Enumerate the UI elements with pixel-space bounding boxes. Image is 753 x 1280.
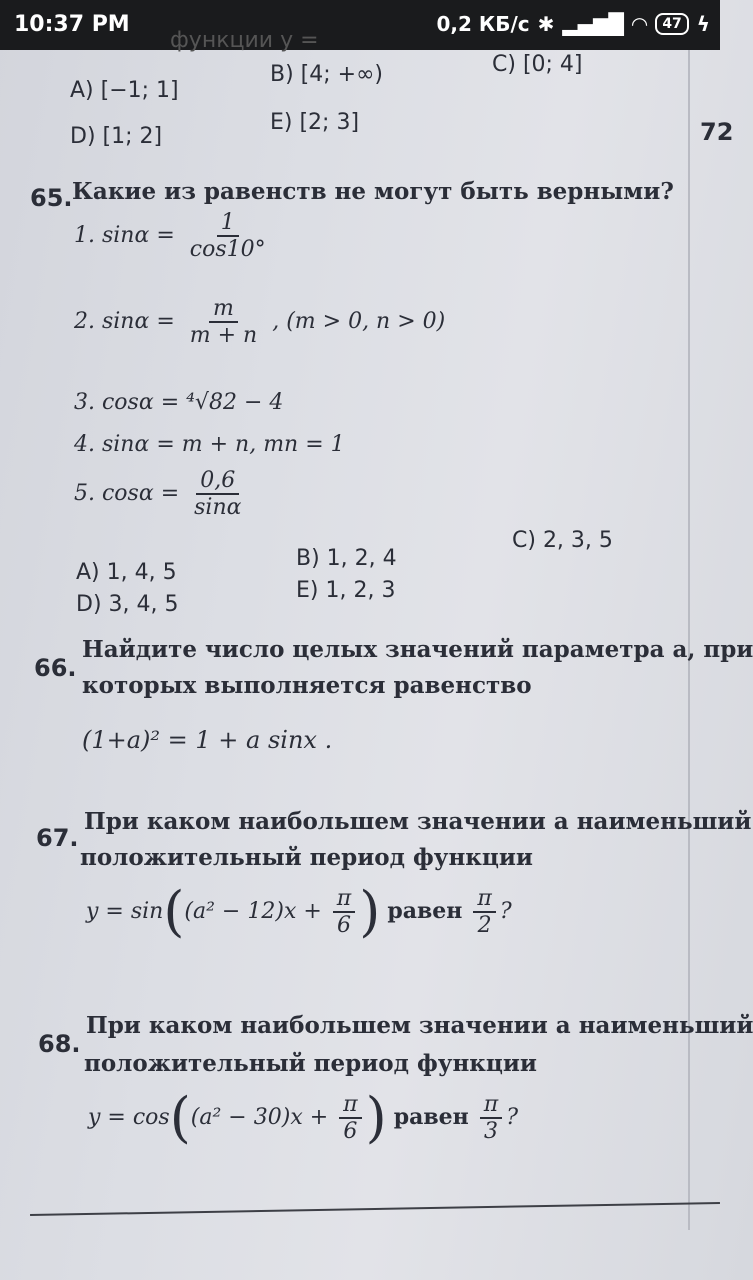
prev-opt-a: A) [−1; 1]	[70, 78, 179, 103]
q65-formula-2: 2. sinα = $\frac{m}{m + n}$ , (m > 0, n > 0)	[74, 296, 446, 348]
q68-line-1: При каком наибольшем значении a наименьший	[86, 1012, 753, 1039]
q66-number: 66.	[34, 654, 77, 682]
q68-formula: y = cos((a² − 30)x + $\frac{\pi}{6}$ ) равен $\frac{\pi}{3}$ ?	[88, 1086, 518, 1149]
q66-line-1: Найдите число целых значений параметра a, при	[82, 636, 753, 663]
q65-option-d: D) 3, 4, 5	[76, 592, 179, 617]
q66-formula: (1+a)² = 1 + a sinx .	[82, 726, 333, 754]
q68-number: 68.	[38, 1030, 81, 1058]
status-time: 10:37 PM	[14, 12, 130, 37]
q68-line-2: положительный период функции	[84, 1050, 537, 1077]
prev-opt-c: C) [0; 4]	[492, 52, 583, 77]
q65-formula-1: 1. sinα = $\frac{1}{\cos 10^\circ}$	[74, 210, 266, 262]
cut-header: функции y =	[170, 28, 319, 53]
q67-line-2: положительный период функции	[80, 844, 533, 871]
q65-formula-3: 3. cosα = ⁴√82 − 4	[74, 390, 284, 415]
battery-icon: 47	[655, 13, 688, 35]
q65-formula-4: 4. sinα = m + n, mn = 1	[74, 432, 345, 457]
q65-formula-5: 5. cosα = $\frac{0,6}{\sin\alpha}$	[74, 468, 242, 520]
charging-icon: ϟ	[696, 12, 710, 36]
textbook-page	[0, 28, 753, 1280]
status-icons	[436, 12, 710, 36]
prev-opt-d: D) [1; 2]	[70, 124, 163, 149]
prev-opt-e: E) [2; 3]	[270, 110, 360, 135]
side-number: 72	[700, 118, 734, 146]
q65-text: Какие из равенств не могут быть верными?	[72, 178, 674, 205]
q66-line-2: которых выполняется равенство	[82, 672, 532, 699]
q65-option-a: A) 1, 4, 5	[76, 560, 177, 585]
q65-option-b: B) 1, 2, 4	[296, 546, 397, 571]
prev-opt-b: B) [4; +∞)	[270, 62, 383, 87]
signal-icon: ▂▄▆█	[562, 12, 624, 36]
q65-number: 65.	[30, 184, 73, 212]
q67-number: 67.	[36, 824, 79, 852]
network-speed: 0,2 КБ/с	[436, 12, 530, 36]
status-bar	[0, 0, 720, 50]
q67-formula: y = sin((a² − 12)x + $\frac{\pi}{6}$ ) равен $\frac{\pi}{2}$ ?	[86, 880, 512, 943]
q65-option-e: E) 1, 2, 3	[296, 578, 396, 603]
wifi-icon: ◠	[631, 12, 648, 36]
q65-option-c: C) 2, 3, 5	[512, 528, 613, 553]
q67-line-1: При каком наибольшем значении a наименьший	[84, 808, 752, 835]
bluetooth-icon: ✱	[537, 12, 555, 36]
